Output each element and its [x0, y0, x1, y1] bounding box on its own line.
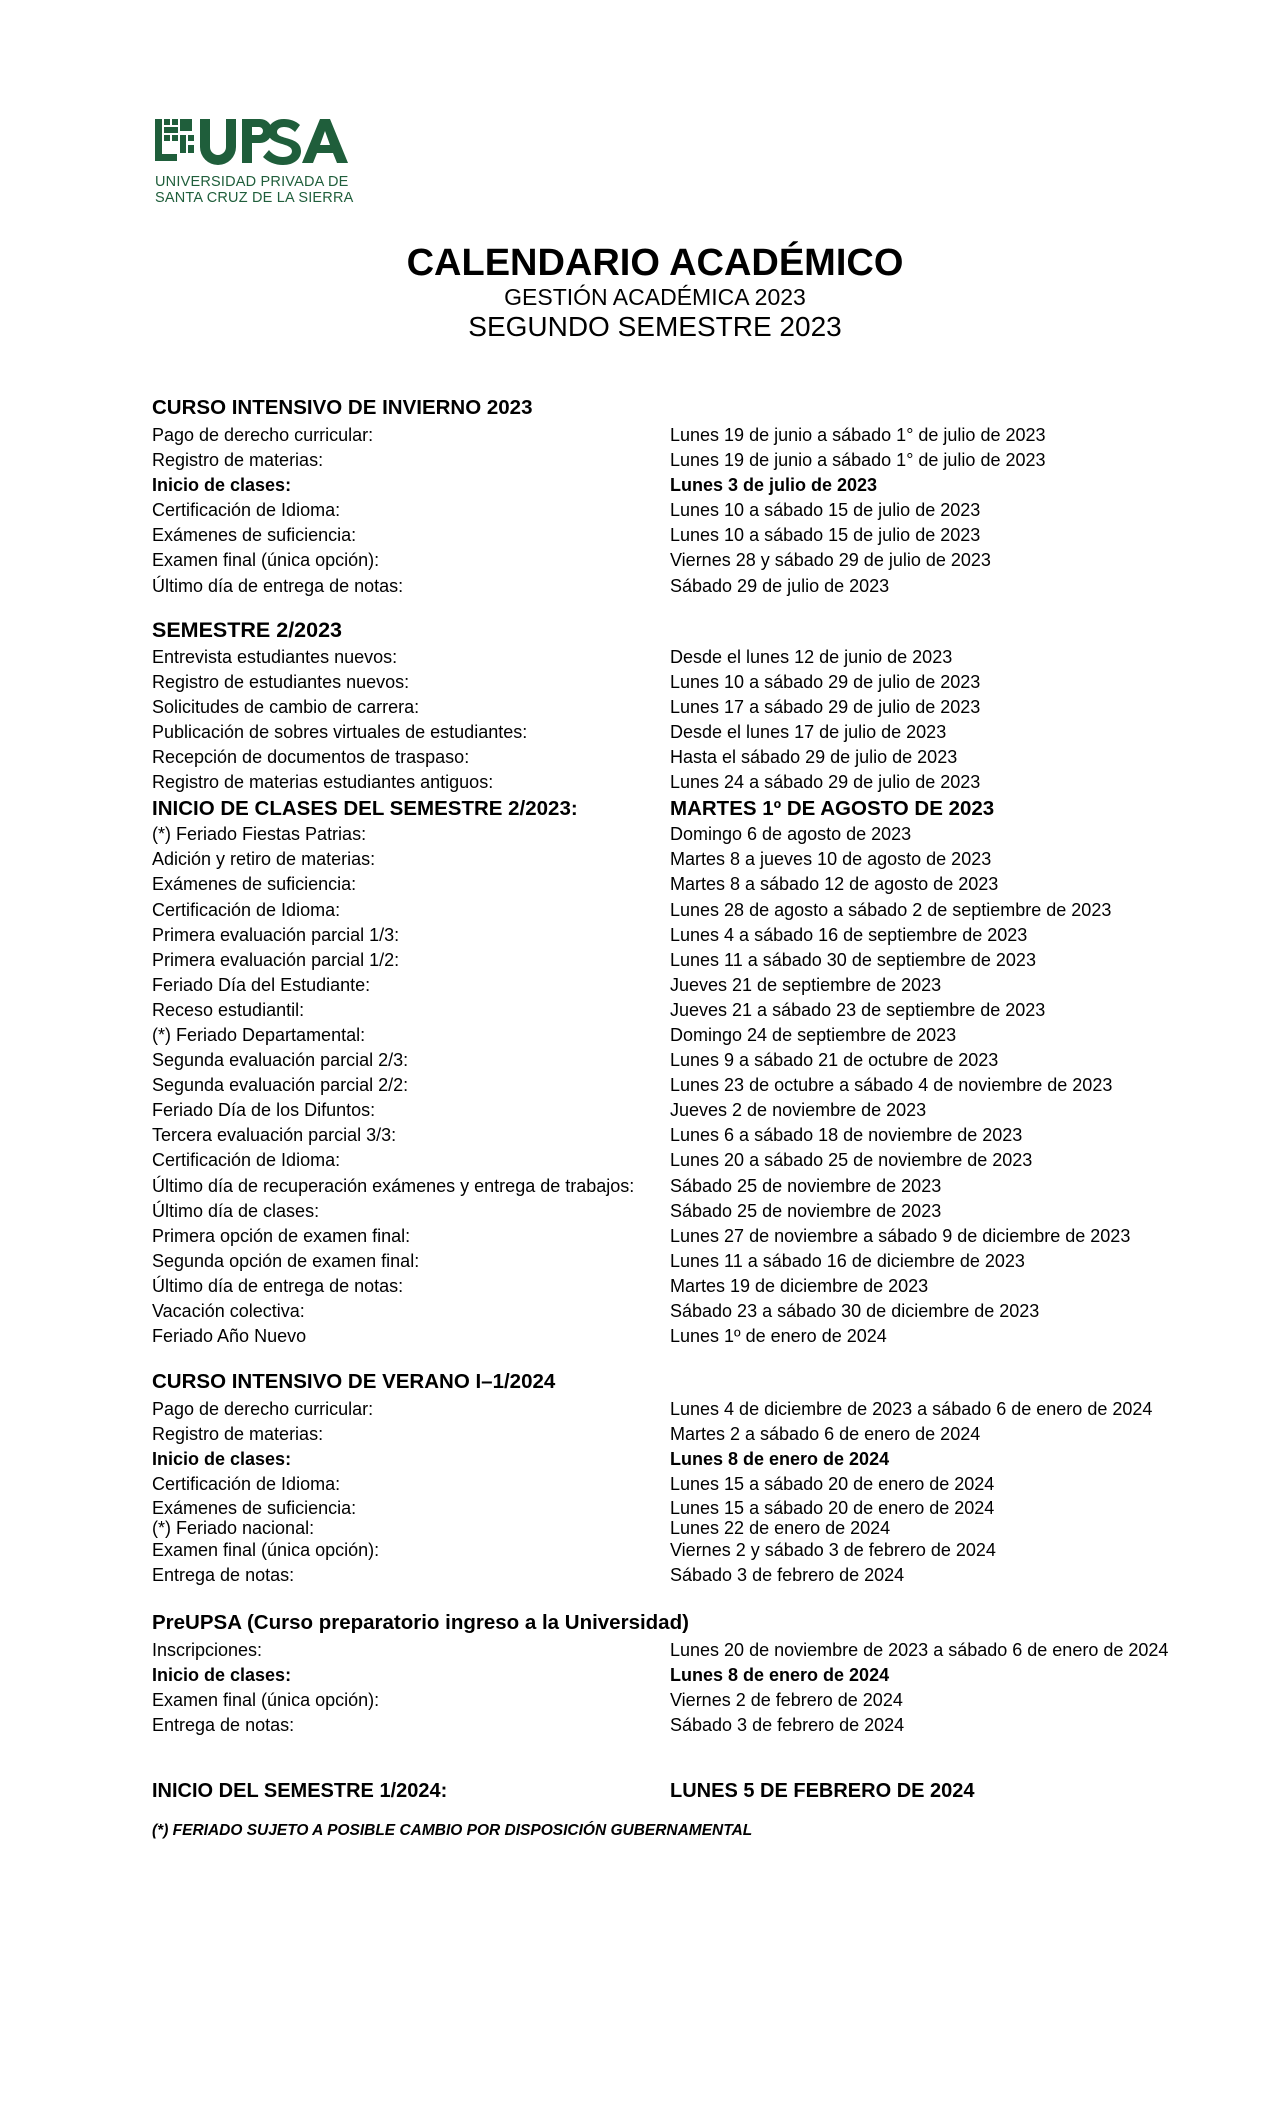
- event-label: Certificación de Idioma:: [152, 1150, 341, 1171]
- event-label: Pago de derecho curricular:: [152, 1399, 374, 1420]
- calendar-row: [152, 1538, 1252, 1563]
- logo-subtitle: [155, 174, 354, 206]
- event-date: Martes 8 a jueves 10 de agosto de 2023: [670, 849, 992, 870]
- calendar-row: [152, 473, 1252, 498]
- calendar-row: [152, 1098, 1252, 1123]
- event-label: Tercera evaluación parcial 3/3:: [152, 1125, 397, 1146]
- event-date: Jueves 2 de noviembre de 2023: [670, 1100, 927, 1121]
- event-label: Primera evaluación parcial 1/3:: [152, 924, 400, 945]
- calendar-row: [152, 1447, 1252, 1472]
- calendar-row: [152, 770, 1252, 795]
- event-date: Lunes 11 a sábado 16 de diciembre de 2023: [670, 1250, 1025, 1271]
- event-date: Lunes 8 de enero de 2024: [670, 1449, 890, 1470]
- calendar-row: [152, 720, 1252, 745]
- calendar-row: [152, 1224, 1252, 1249]
- calendar-row: [152, 1472, 1252, 1497]
- next-semester-date: LUNES 5 DE FEBRERO DE 2024: [670, 1780, 975, 1802]
- calendar-row: [152, 1638, 1252, 1663]
- event-label: Último día de clases:: [152, 1200, 320, 1221]
- event-label: Entrega de notas:: [152, 1715, 295, 1736]
- event-date: MARTES 1º DE AGOSTO DE 2023: [670, 797, 995, 821]
- event-date: Lunes 20 de noviembre de 2023 a sábado 6 de enero de 2024: [670, 1639, 1169, 1660]
- footnote: (*) FERIADO SUJETO A POSIBLE CAMBIO POR DISPOSICIÓN GUBERNAMENTAL: [152, 1822, 753, 1839]
- calendar-section: [152, 1608, 1252, 1738]
- calendar-row: [152, 1299, 1252, 1324]
- calendar-row: [152, 1563, 1252, 1588]
- event-label: Segunda evaluación parcial 2/3:: [152, 1050, 409, 1071]
- event-label: Certificación de Idioma:: [152, 899, 341, 920]
- next-semester-start: [152, 1776, 1252, 1806]
- event-label: Registro de materias:: [152, 450, 324, 471]
- event-label: Exámenes de suficiencia:: [152, 1497, 357, 1518]
- event-label: Registro de estudiantes nuevos:: [152, 671, 410, 692]
- calendar-row: [152, 1023, 1252, 1048]
- event-label: Examen final (única opción):: [152, 1539, 380, 1560]
- event-label: Inicio de clases:: [152, 1449, 292, 1470]
- event-label: Vacación colectiva:: [152, 1301, 305, 1321]
- calendar-row: [152, 1324, 1252, 1349]
- event-date: Lunes 19 de junio a sábado 1° de julio de 2023: [670, 450, 1046, 471]
- event-date: Lunes 10 a sábado 29 de julio de 2023: [670, 671, 981, 692]
- event-date: Jueves 21 de septiembre de 2023: [670, 974, 942, 995]
- event-label: Publicación de sobres virtuales de estudiantes:: [152, 721, 528, 742]
- calendar-row: [152, 1174, 1252, 1199]
- event-date: Lunes 4 de diciembre de 2023 a sábado 6 de enero de 2024: [670, 1399, 1153, 1420]
- calendar-section: [152, 615, 1252, 1350]
- calendar-row: [152, 898, 1252, 923]
- calendar-row: [152, 948, 1252, 973]
- event-label: INICIO DE CLASES DEL SEMESTRE 2/2023:: [152, 797, 578, 821]
- event-date: Lunes 3 de julio de 2023: [670, 475, 878, 496]
- event-date: Sábado 29 de julio de 2023: [670, 575, 890, 596]
- calendar-row: [152, 423, 1252, 448]
- event-date: Lunes 22 de enero de 2024: [670, 1517, 891, 1538]
- event-date: Martes 8 a sábado 12 de agosto de 2023: [670, 874, 999, 895]
- event-date: Hasta el sábado 29 de julio de 2023: [670, 747, 958, 768]
- calendar-row: [152, 847, 1252, 872]
- event-label: Primera opción de examen final:: [152, 1225, 411, 1246]
- event-label: Exámenes de suficiencia:: [152, 874, 357, 895]
- calendar-row: [152, 1199, 1252, 1224]
- upsa-logo: [150, 115, 370, 205]
- section-title: SEMESTRE 2/2023: [152, 617, 343, 642]
- semester-title: SEGUNDO SEMESTRE 2023: [468, 311, 842, 342]
- calendar-row: [152, 523, 1252, 548]
- event-date: Lunes 19 de junio a sábado 1° de julio de 2023: [670, 425, 1046, 445]
- calendar-row: [152, 1518, 1252, 1538]
- section-title: PreUPSA (Curso preparatorio ingreso a la Universidad): [152, 1610, 689, 1634]
- event-label: Inicio de clases:: [152, 1664, 292, 1685]
- event-label: Feriado Día del Estudiante:: [152, 974, 371, 995]
- calendar-row: [152, 1249, 1252, 1274]
- calendar-row: [152, 872, 1252, 897]
- calendar-row: [152, 498, 1252, 523]
- section-title: CURSO INTENSIVO DE INVIERNO 2023: [152, 396, 533, 419]
- calendar-row: [152, 1498, 1252, 1518]
- event-date: Sábado 23 a sábado 30 de diciembre de 2023: [670, 1301, 1040, 1321]
- event-date: Lunes 4 a sábado 16 de septiembre de 2023: [670, 924, 1028, 945]
- event-label: Entrevista estudiantes nuevos:: [152, 646, 398, 667]
- event-date: Lunes 15 a sábado 20 de enero de 2024: [670, 1497, 995, 1518]
- calendar-section: [152, 393, 1252, 599]
- calendar-section: [152, 1367, 1252, 1588]
- page-title: CALENDARIO ACADÉMICO: [406, 242, 904, 284]
- event-date: Lunes 6 a sábado 18 de noviembre de 2023: [670, 1125, 1023, 1146]
- event-date: Martes 2 a sábado 6 de enero de 2024: [670, 1424, 981, 1445]
- calendar-row: [152, 745, 1252, 770]
- event-date: Domingo 24 de septiembre de 2023: [670, 1024, 957, 1045]
- event-date: Lunes 28 de agosto a sábado 2 de septiembre de 2023: [670, 899, 1112, 920]
- event-date: Lunes 17 a sábado 29 de julio de 2023: [670, 696, 981, 717]
- event-date: Viernes 2 de febrero de 2024: [670, 1689, 903, 1710]
- event-label: Último día de entrega de notas:: [152, 1275, 404, 1296]
- calendar-row: [152, 1123, 1252, 1148]
- calendar-row: [152, 670, 1252, 695]
- calendar-row: [152, 795, 1252, 822]
- calendar-row: [152, 1148, 1252, 1173]
- calendar-row: [152, 1274, 1252, 1299]
- calendar-row: [152, 973, 1252, 998]
- upsa-logo-mark: [150, 115, 370, 173]
- event-label: Feriado Día de los Difuntos:: [152, 1100, 376, 1121]
- event-label: Exámenes de suficiencia:: [152, 525, 357, 546]
- logo-subtitle-line2: SANTA CRUZ DE LA SIERRA: [155, 190, 354, 206]
- event-label: Segunda evaluación parcial 2/2:: [152, 1075, 409, 1096]
- event-label: Último día de entrega de notas:: [152, 575, 404, 596]
- event-date: Lunes 8 de enero de 2024: [670, 1664, 890, 1685]
- event-label: Pago de derecho curricular:: [152, 425, 374, 445]
- section-title: CURSO INTENSIVO DE VERANO I–1/2024: [152, 1370, 556, 1394]
- event-date: Lunes 11 a sábado 30 de septiembre de 2023: [670, 949, 1036, 970]
- calendar-row: [152, 695, 1252, 720]
- calendar-row: [152, 1713, 1252, 1738]
- event-label: (*) Feriado Fiestas Patrias:: [152, 824, 367, 845]
- event-label: Examen final (única opción):: [152, 1689, 380, 1710]
- calendar-row: [152, 923, 1252, 948]
- event-date: Sábado 3 de febrero de 2024: [670, 1715, 905, 1736]
- event-label: Certificación de Idioma:: [152, 500, 341, 521]
- event-label: Registro de materias:: [152, 1424, 324, 1445]
- calendar-row: [152, 548, 1252, 573]
- event-label: (*) Feriado Departamental:: [152, 1024, 366, 1045]
- calendar-row: [152, 1397, 1252, 1422]
- event-date: Jueves 21 a sábado 23 de septiembre de 2023: [670, 999, 1046, 1020]
- event-date: Lunes 27 de noviembre a sábado 9 de diciembre de 2023: [670, 1225, 1131, 1246]
- calendar-row: [152, 1663, 1252, 1688]
- event-date: Lunes 24 a sábado 29 de julio de 2023: [670, 772, 981, 793]
- event-date: Desde el lunes 17 de julio de 2023: [670, 721, 947, 742]
- event-label: Registro de materias estudiantes antiguos:: [152, 772, 494, 793]
- calendar-sections: [152, 393, 1252, 1738]
- event-date: Sábado 25 de noviembre de 2023: [670, 1175, 942, 1196]
- next-semester-label: INICIO DEL SEMESTRE 1/2024:: [152, 1780, 448, 1802]
- event-label: (*) Feriado nacional:: [152, 1517, 315, 1538]
- event-label: Recepción de documentos de traspaso:: [152, 747, 470, 768]
- calendar-row: [152, 645, 1252, 670]
- event-label: Primera evaluación parcial 1/2:: [152, 949, 400, 970]
- event-label: Solicitudes de cambio de carrera:: [152, 696, 420, 717]
- event-label: Entrega de notas:: [152, 1564, 295, 1585]
- calendar-row: [152, 822, 1252, 847]
- event-date: Desde el lunes 12 de junio de 2023: [670, 646, 953, 667]
- event-date: Viernes 2 y sábado 3 de febrero de 2024: [670, 1539, 996, 1560]
- event-label: Receso estudiantil:: [152, 999, 305, 1020]
- calendar-row: [152, 1422, 1252, 1447]
- calendar-row: [152, 1073, 1252, 1098]
- calendar-row: [152, 448, 1252, 473]
- event-date: Sábado 25 de noviembre de 2023: [670, 1200, 942, 1221]
- event-date: Martes 19 de diciembre de 2023: [670, 1275, 929, 1296]
- calendar-row: [152, 998, 1252, 1023]
- event-date: Domingo 6 de agosto de 2023: [670, 824, 912, 845]
- calendar-row: [152, 574, 1252, 599]
- event-label: Segunda opción de examen final:: [152, 1250, 420, 1271]
- event-date: Lunes 10 a sábado 15 de julio de 2023: [670, 525, 981, 546]
- event-label: Certificación de Idioma:: [152, 1474, 341, 1495]
- event-label: Inicio de clases:: [152, 475, 292, 496]
- calendar-row: [152, 1688, 1252, 1713]
- event-date: Lunes 15 a sábado 20 de enero de 2024: [670, 1474, 995, 1495]
- page-subtitle: GESTIÓN ACADÉMICA 2023: [504, 284, 806, 310]
- event-label: Adición y retiro de materias:: [152, 849, 376, 870]
- event-date: Lunes 20 a sábado 25 de noviembre de 2023: [670, 1150, 1033, 1171]
- logo-subtitle-line1: UNIVERSIDAD PRIVADA DE: [155, 174, 349, 190]
- event-date: Lunes 9 a sábado 21 de octubre de 2023: [670, 1050, 999, 1071]
- event-label: Examen final (única opción):: [152, 550, 380, 571]
- event-label: Inscripciones:: [152, 1639, 263, 1660]
- event-date: Viernes 28 y sábado 29 de julio de 2023: [670, 550, 991, 571]
- event-label: Feriado Año Nuevo: [152, 1326, 307, 1347]
- document-header: [0, 242, 1276, 344]
- event-date: Lunes 10 a sábado 15 de julio de 2023: [670, 500, 981, 521]
- event-date: Lunes 1º de enero de 2024: [670, 1326, 887, 1347]
- calendar-row: [152, 1048, 1252, 1073]
- event-date: Sábado 3 de febrero de 2024: [670, 1564, 905, 1585]
- event-label: Último día de recuperación exámenes y entrega de trabajos:: [152, 1175, 635, 1196]
- event-date: Lunes 23 de octubre a sábado 4 de noviembre de 2023: [670, 1075, 1113, 1096]
